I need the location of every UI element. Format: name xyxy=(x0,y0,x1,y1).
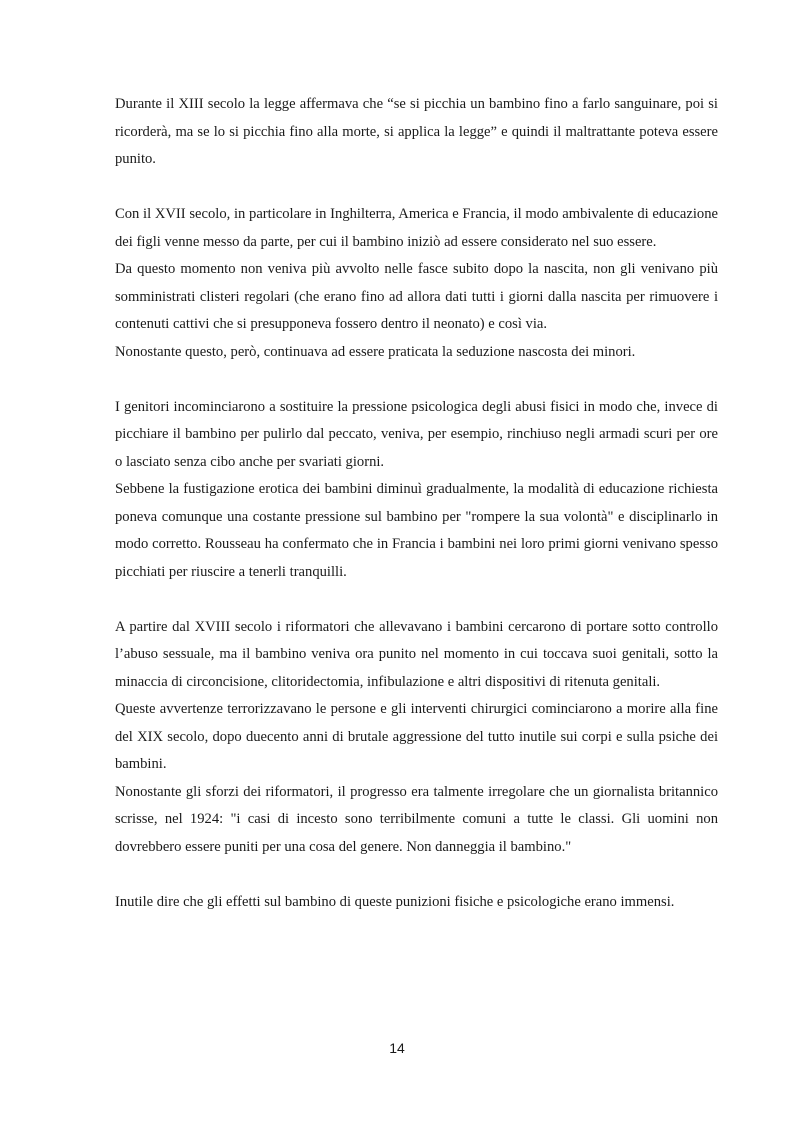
paragraph-gap xyxy=(115,586,718,614)
paragraph-hidden-seduction: Nonostante questo, però, continuava ad essere praticata la seduzione nascosta dei minori. xyxy=(115,343,636,360)
paragraph-conclusion: Inutile dire che gli effetti sul bambino di queste punizioni fisiche e psicologiche erano immensi. xyxy=(115,893,675,910)
paragraph-warnings: Queste avvertenze terrorizzavano le persone e gli interventi chirurgici cominciarono a morire alla fine del XIX secolo, dopo duecento anni di brutale aggressione del tutto inutile sui corpi e sulla psiche dei bambini. xyxy=(115,701,718,772)
document-body xyxy=(115,91,718,916)
paragraph-psychological-pressure: I genitori incominciarono a sostituire la pressione psicologica degli abusi fisici in modo che, invece di picchiare il bambino per pulirlo dal peccato, veniva, per esempio, rinchiuso negli armadi scuri per ore o lasciato senza cibo anche per svariati giorni. xyxy=(115,398,718,470)
paragraph-13th-century-law: Durante il XIII secolo la legge affermava che “se si picchia un bambino fino a farlo sanguinare, poi si ricorderà, ma se lo si picchia fino alla morte, si applica la legge” e quindi il maltrattante poteva essere punito. xyxy=(115,96,718,167)
paragraph-17th-century: Con il XVII secolo, in particolare in Inghilterra, America e Francia, il modo ambivalente di educazione dei figli venne messo da parte, per cui il bambino iniziò ad essere considerato nel suo essere. xyxy=(115,206,718,250)
paragraph-journalist-1924: Nonostante gli sforzi dei riformatori, il progresso era talmente irregolare che un giornalista britannico scrisse, nel 1924: "i casi di incesto sono terribilmente comuni a tutte le classi. Gli uomini non dovrebbero essere puniti per una cosa del genere. Non danneggia il bambino." xyxy=(115,783,718,855)
paragraph-rousseau: Sebbene la fustigazione erotica dei bambini diminuì gradualmente, la modalità di educazione richiesta poneva comunque una costante pressione sul bambino per "rompere la sua volontà" e disciplinarlo in modo corretto. Rousseau ha confermato che in Francia i bambini nei loro primi giorni venivano spesso picchiati per riuscire a tenerli tranquilli. xyxy=(115,481,718,580)
paragraph-gap xyxy=(115,366,718,394)
paragraph-gap xyxy=(115,861,718,889)
page-number: 14 xyxy=(389,1040,405,1056)
paragraph-gap xyxy=(115,174,718,202)
paragraph-18th-century-reformers: A partire dal XVIII secolo i riformatori che allevavano i bambini cercarono di portare sotto controllo l’abuso sessuale, ma il bambino veniva ora punito nel momento in cui toccava suoi genitali, sotto la minaccia di circoncisione, clitoridectomia, infibulazione e altri dispositivi di ritenuta genitali. xyxy=(115,618,718,690)
paragraph-swaddling: Da questo momento non veniva più avvolto nelle fasce subito dopo la nascita, non gli venivano più somministrati clisteri regolari (che erano fino ad allora dati tutti i giorni dalla nascita per rimuovere i contenuti cattivi che si presupponeva fossero dentro il neonato) e così via. xyxy=(115,261,718,332)
